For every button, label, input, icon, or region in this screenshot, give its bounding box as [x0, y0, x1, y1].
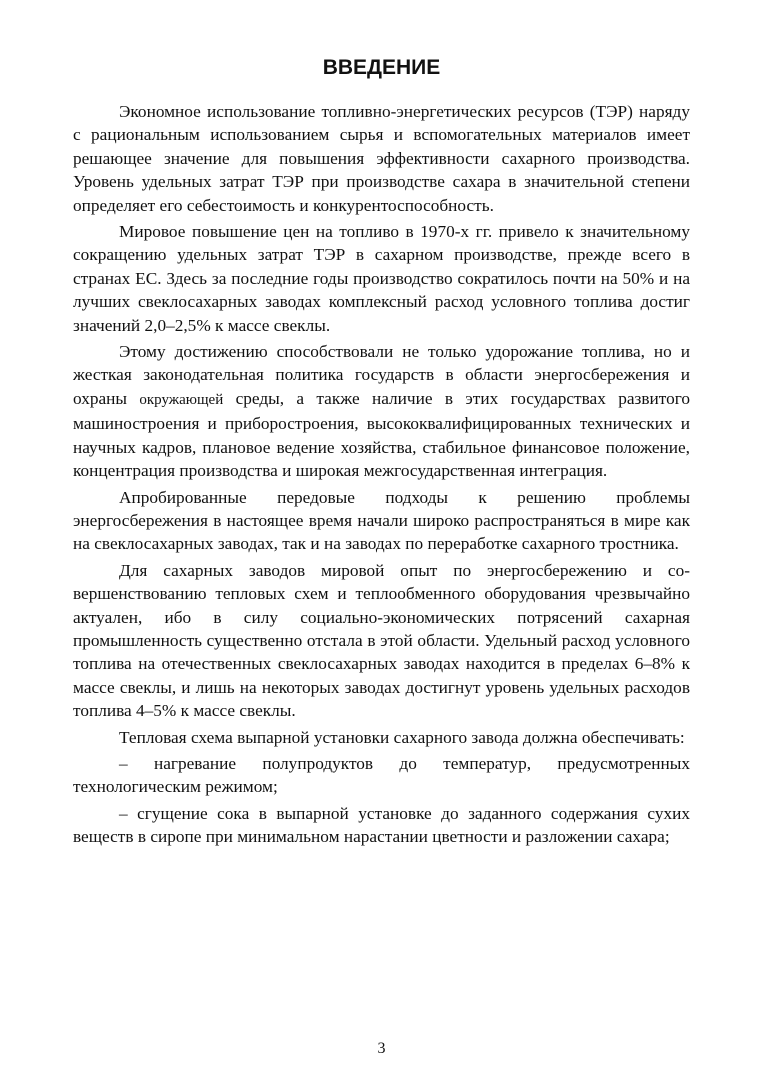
paragraph-3 — [73, 340, 690, 482]
page-number: 3 — [377, 1040, 386, 1057]
list-item-2: – сгущение сока в выпарной установке до заданного содержания сухих веществ в сиропе при минимальном нарастании цветности и разложении сахара; — [73, 803, 690, 847]
paragraph-1: Экономное использование топливно-энергетических ресурсов (ТЭР) наряду с рациональным использованием сырья и вспомогательных материалов имеет решающее значение для повышения эффективности сахарного производства. Уровень удельных затрат ТЭР при производстве сахара в значительной степени определяет его себестоимость и конкурентоспособность. — [73, 102, 690, 215]
paragraph-2: Мировое повышение цен на топливо в 1970-х гг. привело к значительному сокращению удельных затрат ТЭР в сахарном производстве, прежде всего в странах ЕС. Здесь за последние годы производство сократилось почти на 50% и на лучших свеклосахарных заводах комплексный расход условного топлива достиг значений 2,0–2,5% к массе свеклы. — [73, 222, 690, 335]
chapter-title: ВВЕДЕНИЕ — [322, 56, 441, 79]
paragraph-3-small-word: окружающей — [139, 391, 224, 408]
paragraph-3-end: среды, а также наличие в этих государствах развитого машиностроения и приборостроения, высококвалифицированных технических и научных кадров, плановое ведение хозяйства, стабильное финансовое положение, концентрация производства и широкая межгосударственная интеграция. — [73, 388, 691, 481]
document-page — [73, 54, 690, 849]
list-item-1: – нагревание полупродуктов до температур, предусмотренных технологическим режимом; — [73, 753, 690, 797]
paragraph-5: Для сахарных заводов мировой опыт по энергосбережению и совершенствованию тепловых схем и теплообменного оборудования чрезвычайно актуален, ибо в силу социально-экономических потрясений сахарная промышленность существенно отстала в этой области. Удельный расход условного топлива на отечественных свеклосахарных заводах находится в пределах 6–8% к массе свеклы, и лишь на некоторых заводах достигнут уровень удельных расходов топлива 4–5% к массе свеклы. — [73, 560, 690, 721]
paragraph-4: Апробированные передовые подходы к решению проблемы энергосбережения в настоящее время начали широко распространяться в мире как на свеклосахарных заводах, так и на заводах по переработке сахарного тростника. — [73, 487, 690, 554]
paragraph-6: Тепловая схема выпарной установки сахарного завода должна обеспечивать: — [119, 727, 685, 747]
paragraph-3-start: Этому достижению способствовали не только удорожание топлива, но и жесткая законодательная политика государств в области энергосбережения и охраны — [73, 342, 690, 408]
